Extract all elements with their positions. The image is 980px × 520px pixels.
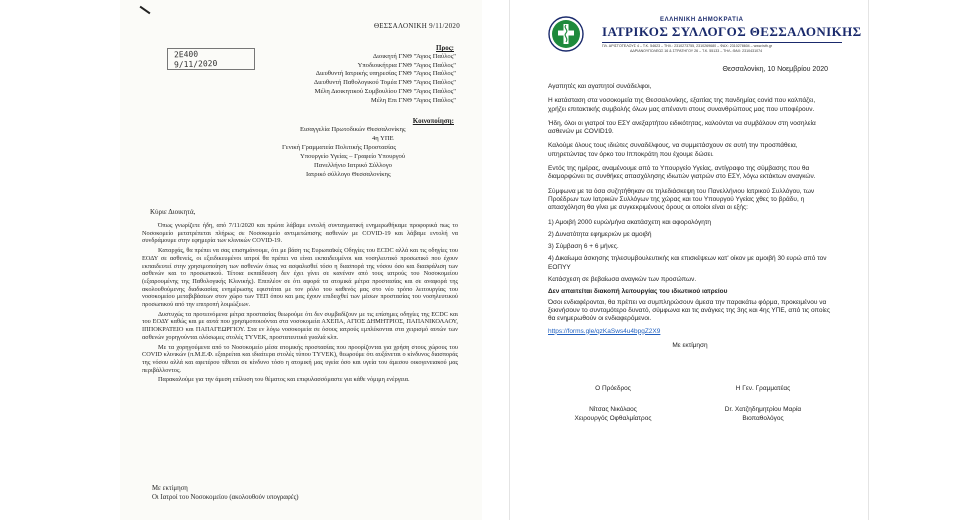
recipients-heading: Προς:	[436, 44, 454, 52]
recipient-item: Υποδιοικήτρια ΓΝΘ "Άγιος Παύλος"	[357, 61, 456, 69]
body-paragraph: Καλούμε όλους τους ιδιώτες συναδέλφους, να συμμετάσχουν σε αυτή την προσπάθεια, υπηρετώντας τον όρκο του Ιπποκράτη που έχουμε δώσει.	[548, 142, 798, 158]
body-paragraph: Με τα χορηγούμενα από το Νοσοκομείο μέσα ατομικής προστασίας που προορίζονται για χρήση στους χώρους του COVID κλινικών (π.Μ.Ε.Φ. εξαιρείται και ιδιαίτερα στολές τύπου TYVEK), θεωρούμε ότι αυξάνεται ο κίνδυνος διασποράς της νόσου αλλά και αφετέρου τίθεται σε κίνδυνο τόσο η ατομική μας υγεία όσο και υγεία του άμεσου οικογενειακού μας περιβάλλοντος.	[142, 343, 458, 374]
signatory-title: Βιοπαθολόγος	[742, 415, 784, 422]
letterhead-country: ΕΛΛΗΝΙΚΗ ΔΗΜΟΚΡΑΤΙΑ	[660, 17, 744, 23]
form-link-line	[548, 328, 832, 336]
letterhead-divider	[602, 42, 842, 43]
registration-form-link[interactable]: https://forms.gle/qzKaSws4u4bpgZ2X9	[548, 327, 661, 335]
cc-item: Εισαγγελία Πρωτοδικών Θεσσαλονίκης	[300, 126, 406, 133]
medical-association-letter-page	[510, 0, 868, 520]
closing-salutation: Με εκτίμηση	[152, 485, 188, 492]
recipients-list	[314, 53, 456, 105]
recipient-item: Διευθυντή Παθολογικού Τομέα ΓΝΘ "Άγιος Παύλος"	[313, 79, 456, 87]
terms-item: 4) Δικαίωμα άσκησης τηλεσυμβουλευτικής και επισκέψεων κατ' οίκον με αμοιβή 30 ευρώ από τον ΕΟΠΥΥ	[548, 255, 827, 271]
body-paragraph: Ήδη, όλοι οι γιατροί του ΕΣΥ ανεξαρτήτου ειδικότητας, καλούνται να συμβάλουν στη νοσηλεία ασθενών με COVID19.	[548, 119, 816, 136]
association-logo-icon	[548, 16, 584, 52]
body-paragraph: Σύμφωνα με τα όσα συζητήθηκαν σε τηλεδιάσκεψη του Πανελλήνιου Ιατρικού Συλλόγου, των Προέδρων των Ιατρικών Συλλόγων της χώρας και του Υπουργού Υγείας χθες το βράδυ, η απασχόληση θα γίνει με συγκεκριμένους όρους οι οποίοι είναι οι εξής:	[548, 187, 815, 212]
body-paragraph: Δυστυχώς τα προτεινόμενα μέτρα προστασίας θεωρούμε ότι δεν συμβαδίζουν με τις επίσημες οδηγίες της ECDC και του ΕΟΔΥ καθώς και με αυτά που χρησιμοποιούνται στα νοσοκομεία ΑΧΕΠΑ, ΑΓΙΟΣ ΔΗΜΗΤΡΙΟΣ, ΠΑΠΑΝΙΚΟΛΑΟΥ, ΙΠΠΟΚΡΑΤΕΙΟ και ΠΑΠΑΓΕΩΡΓΙΟΥ. Στα εν λόγω νοσοκομεία σε όσους ιατρούς εμπλέκονται στα χειρισμό αυτών των ασθενών χορηγούνται ολόσωμες στολές TYVEK, προστατευτικά γυαλιά κλπ.	[142, 310, 458, 341]
letter-date: Θεσσαλονίκη, 10 Νοεμβρίου 2020	[722, 66, 828, 73]
signatory-title: Χειρουργός Οφθαλμίατρος	[574, 415, 652, 422]
body-paragraph: Εντός της ημέρας, αναμένουμε από το Υπουργείο Υγείας, αντίγραφο της σύμβασης που θα διαμορφώνει τις συνθήκες απασχόλησης ιδιωτών γιατρών στο ΕΣΥ, λόγω εκτάκτων αναγκών.	[548, 165, 816, 181]
cc-item: Πανελλήνιο Ιατρικό Σύλλογο	[314, 161, 392, 169]
scanned-letter-page	[120, 0, 482, 520]
body-paragraph: Όσοι ενδιαφέρονται, θα πρέπει να συμπληρώσουν άμεσα την παρακάτω φόρμα, προκειμένου να ξεκινήσουν το συντομότερο δυνατό, σύμφωνα και τις ανάγκες της 3ης και 4ης ΥΠΕ, από τις οποίες θα ενημερωθούν οι ενδιαφερόμενοι.	[548, 298, 830, 323]
letter-closing	[152, 485, 299, 502]
stamp-date: 9/11/2020	[173, 58, 218, 70]
closing-signatories: Οι Ιατροί του Νοσοκομείου (ακολουθούν υπογραφές)	[152, 493, 299, 501]
cc-item: Γενική Γραμματεία Πολιτικής Προστασίας	[282, 143, 396, 151]
recipient-item: Μέλη Διοικητικού Συμβουλίου ΓΝΘ "Άγιος Παύλος"	[314, 87, 456, 95]
letter-date: ΘΕΣΣΑΛΟΝΙΚΗ 9/11/2020	[373, 22, 460, 30]
letter-greeting: Κύριε Διοικητά,	[150, 208, 196, 216]
cc-item: Υπουργείο Υγείας – Γραφείο Υπουργού	[300, 152, 406, 160]
signature-president	[548, 384, 678, 423]
recipient-item: Μέλη Επι ΓΝΘ "Άγιος Παύλος"	[370, 96, 456, 104]
signature-secretary	[698, 384, 828, 423]
body-paragraph: Παρακαλούμε για την άμεση επίλυση του θέματος και επιφυλασσόμαστε για κάθε νόμιμη ενέργεια.	[158, 376, 410, 384]
terms-item: 2) Δυνατότητα εφημεριών με αμοιβή	[548, 230, 652, 238]
cc-list	[282, 126, 406, 179]
stamp-number: 2Ε400	[173, 49, 199, 60]
letterhead-address	[602, 44, 772, 54]
letter-body	[142, 222, 458, 386]
signatory-name: Νίτσας Νικόλαος	[589, 406, 637, 413]
emphasis-line: Δεν απαιτείται διακοπή λειτουργίας του ιδιωτικού ιατρείου	[548, 288, 728, 296]
letterhead-title: ΙΑΤΡΙΚΟΣ ΣΥΛΛΟΓΟΣ ΘΕΣΣΑΛΟΝΙΚΗΣ	[602, 24, 862, 39]
signatory-role: Ο Πρόεδρος	[595, 385, 631, 392]
terms-item: 3) Σύμβαση 6 + 6 μήνες.	[548, 243, 619, 251]
recipient-item: Διοικητή ΓΝΘ "Άγιος Παύλος"	[372, 53, 456, 60]
cc-item: 4η ΥΠΕ	[372, 134, 394, 142]
letter-closing: Με εκτίμηση	[672, 341, 708, 349]
letter-greeting: Αγαπητές και αγαπητοί συνάδελφοι,	[548, 83, 652, 90]
address-line: ΠΛ. ΑΡΙΣΤΟΤΕΛΟΥΣ 4 – Τ.Κ. 54623 – ΤΗΛ.: 2310273755, 2310269680 – ΦΑΧ: 2310278604 – www.isth.gr	[602, 44, 773, 48]
terms-item: 1) Αμοιβή 2000 ευρώ/μήνα ακατάσχετη και αφορολόγητη	[548, 218, 711, 226]
body-paragraph: Κατάσχεση σε βεβαίωσα αναγκών των προσώπων.	[548, 276, 697, 284]
address-line: ΑΔΡΙΑΝΟΥΠΟΛΕΩΣ 16 & ΣΤΡΑΤΗΓΟΥ 26 – Τ.Κ. 55133 – ΤΗΛ.-ΦΑΧ: 2310431074	[630, 49, 763, 53]
signatory-role: Η Γεν. Γραμματέας	[735, 385, 791, 392]
scan-mark	[140, 6, 151, 15]
cc-item: Ιατρικό σύλλογο Θεσσαλονίκης	[306, 170, 391, 178]
recipient-item: Διευθυντή Ιατρικής υπηρεσίας ΓΝΘ "Άγιος Παύλος"	[315, 70, 456, 78]
protocol-stamp	[167, 48, 255, 70]
body-paragraph: Καταρχάς, θα πρέπει να σας επισημάνουμε, ότι με βάση τις Ευρωπαϊκές Οδηγίες του ECDC αλλά και τις οδηγίες του ΕΟΔΥ σε ασθενείς, οι εξειδικευμένοι ιατροί θα πρέπει να είναι εκπαιδευμένοι και νοσηλευτικό προσωπικό που έχουν εκπαιδευτεί στην χρησιμοποίηση των ασθενών όπως να ασφαλισθεί τόσο η διασπορά της νόσου όσο και διασφάλιση των ασθενών και το προσωπικού. Τέτοια εκπαίδευση δεν έχει γίνει σε κανέναν από τους ιατρούς του Νοσοκομείου (εξαιρουμένης της Παθολογικής Κλινικής). Επιπλέον σε ότι αφορά τα ατομικά μέτρα προστασίας και σε αναφορά της ακολουθούμενης διαδικασίας ενημέρωσης εφιστάται με τον ρόλο του καθενός μας στο νέο τρόπο λειτουργίας του νοσοκομείου μεταβιβάσεων στον χώρο των ΤΕΠ όπου και μας έχουν επιδειχθεί των μέσων προστασίας του νοσηλευτικού προσωπικού από την επιτροπή λοιμώξεων.	[142, 247, 458, 309]
body-paragraph: Όπως γνωρίζετε ήδη, από 7/11/2020 και πρώτα λάβαμε εντολή συνταγματική ενημερωθήκαμε προφορικά πως το Νοσοκομείο μετατρέπεται πλήρως σε Νοσοκομείο αντιμετώπισης ασθενών με COVID-19 και λάβαμε εντολή να συνδράμουμε στην εφημερία των κλινικών COVID-19.	[142, 222, 458, 245]
signatory-name: Dr. Χατζηδημητρίου Μαρία	[724, 406, 802, 413]
cc-heading: Κοινοποίηση:	[412, 117, 454, 125]
letter-body	[548, 83, 832, 356]
body-paragraph: Η κατάσταση στα νοσοκομεία της Θεσσαλονίκης, εξαιτίας της πανδημίας covid που καλπάζει, χρήζει επιτακτικής συμβολής όλων μας απέναντι στους συνανθρώπους μας που υποφέρουν.	[548, 97, 816, 113]
